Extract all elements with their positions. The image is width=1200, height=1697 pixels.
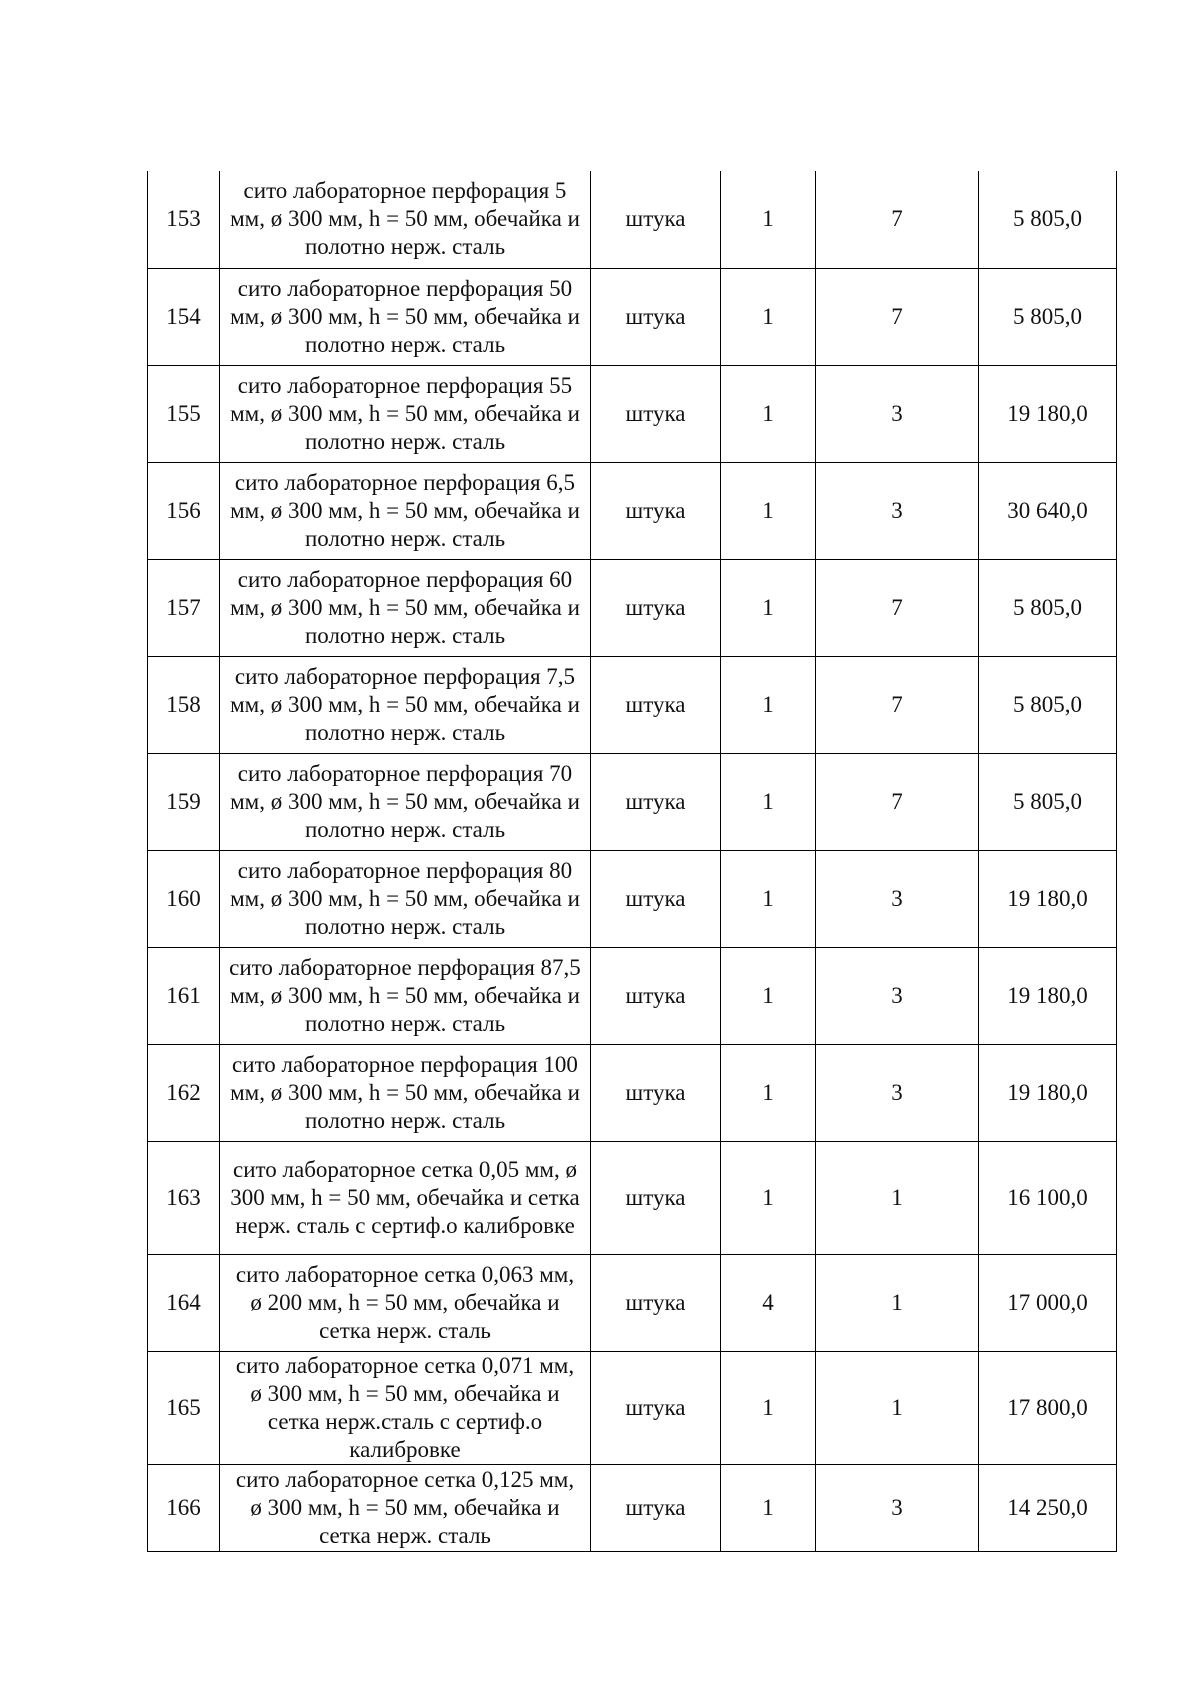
item-quantity: 1 [721,656,816,753]
item-count: 1 [816,1254,979,1351]
items-table-body [148,171,1117,1551]
row-number: 157 [148,559,220,656]
item-unit: штука [591,365,721,462]
item-name: сито лабораторное сетка 0,125 мм, ø 300 мм, h = 50 мм, обечайка и сетка нерж. сталь [220,1464,591,1551]
item-price: 5 805,0 [979,753,1117,850]
item-count: 3 [816,1464,979,1551]
table-row [148,171,1117,268]
table-row [148,850,1117,947]
item-price: 16 100,0 [979,1141,1117,1254]
item-name: сито лабораторное сетка 0,063 мм, ø 200 мм, h = 50 мм, обечайка и сетка нерж. сталь [220,1254,591,1351]
table-row [148,947,1117,1044]
item-name: сито лабораторное перфорация 7,5 мм, ø 300 мм, h = 50 мм, обечайка и полотно нерж. сталь [220,656,591,753]
item-count: 7 [816,753,979,850]
item-unit: штука [591,1044,721,1141]
item-quantity: 1 [721,753,816,850]
row-number: 163 [148,1141,220,1254]
item-name: сито лабораторное сетка 0,071 мм, ø 300 мм, h = 50 мм, обечайка и сетка нерж.сталь с сертиф.о калибровке [220,1351,591,1464]
item-quantity: 1 [721,1351,816,1464]
table-row [148,1351,1117,1464]
item-quantity: 1 [721,268,816,365]
item-price: 19 180,0 [979,850,1117,947]
row-number: 166 [148,1464,220,1551]
table-row [148,656,1117,753]
item-unit: штука [591,171,721,268]
item-count: 3 [816,365,979,462]
item-price: 14 250,0 [979,1464,1117,1551]
item-name: сито лабораторное перфорация 70 мм, ø 300 мм, h = 50 мм, обечайка и полотно нерж. сталь [220,753,591,850]
item-unit: штука [591,753,721,850]
item-price: 5 805,0 [979,268,1117,365]
row-number: 161 [148,947,220,1044]
item-quantity: 1 [721,1044,816,1141]
item-price: 19 180,0 [979,947,1117,1044]
item-quantity: 1 [721,462,816,559]
item-quantity: 1 [721,1141,816,1254]
item-count: 3 [816,462,979,559]
row-number: 158 [148,656,220,753]
row-number: 162 [148,1044,220,1141]
item-price: 5 805,0 [979,559,1117,656]
item-price: 30 640,0 [979,462,1117,559]
table-row [148,462,1117,559]
item-unit: штука [591,1141,721,1254]
item-unit: штука [591,656,721,753]
row-number: 156 [148,462,220,559]
item-name: сито лабораторное перфорация 55 мм, ø 300 мм, h = 50 мм, обечайка и полотно нерж. сталь [220,365,591,462]
item-price: 17 800,0 [979,1351,1117,1464]
item-count: 7 [816,656,979,753]
table-row [148,268,1117,365]
item-quantity: 1 [721,559,816,656]
row-number: 159 [148,753,220,850]
item-quantity: 1 [721,1464,816,1551]
item-count: 3 [816,947,979,1044]
item-count: 3 [816,1044,979,1141]
item-quantity: 1 [721,850,816,947]
item-unit: штука [591,947,721,1044]
item-unit: штука [591,268,721,365]
item-name: сито лабораторное сетка 0,05 мм, ø 300 мм, h = 50 мм, обечайка и сетка нерж. сталь с сертиф.о калибровке [220,1141,591,1254]
item-unit: штука [591,850,721,947]
item-quantity: 1 [721,171,816,268]
table-row [148,1141,1117,1254]
table-row [148,365,1117,462]
item-name: сито лабораторное перфорация 80 мм, ø 300 мм, h = 50 мм, обечайка и полотно нерж. сталь [220,850,591,947]
item-price: 5 805,0 [979,171,1117,268]
item-price: 19 180,0 [979,365,1117,462]
table-row [148,1254,1117,1351]
item-price: 19 180,0 [979,1044,1117,1141]
item-name: сито лабораторное перфорация 87,5 мм, ø 300 мм, h = 50 мм, обечайка и полотно нерж. сталь [220,947,591,1044]
item-unit: штука [591,462,721,559]
item-quantity: 4 [721,1254,816,1351]
item-unit: штука [591,559,721,656]
item-unit: штука [591,1464,721,1551]
item-name: сито лабораторное перфорация 100 мм, ø 300 мм, h = 50 мм, обечайка и полотно нерж. сталь [220,1044,591,1141]
table-row [148,1464,1117,1551]
item-unit: штука [591,1254,721,1351]
item-count: 7 [816,171,979,268]
item-count: 3 [816,850,979,947]
item-count: 7 [816,268,979,365]
item-quantity: 1 [721,365,816,462]
item-name: сито лабораторное перфорация 6,5 мм, ø 300 мм, h = 50 мм, обечайка и полотно нерж. сталь [220,462,591,559]
table-row [148,753,1117,850]
table-row [148,1044,1117,1141]
row-number: 160 [148,850,220,947]
item-count: 1 [816,1351,979,1464]
row-number: 155 [148,365,220,462]
item-name: сито лабораторное перфорация 50 мм, ø 300 мм, h = 50 мм, обечайка и полотно нерж. сталь [220,268,591,365]
item-name: сито лабораторное перфорация 5 мм, ø 300 мм, h = 50 мм, обечайка и полотно нерж. сталь [220,171,591,268]
item-unit: штука [591,1351,721,1464]
row-number: 153 [148,171,220,268]
item-price: 5 805,0 [979,656,1117,753]
item-price: 17 000,0 [979,1254,1117,1351]
row-number: 164 [148,1254,220,1351]
item-count: 7 [816,559,979,656]
row-number: 154 [148,268,220,365]
item-name: сито лабораторное перфорация 60 мм, ø 300 мм, h = 50 мм, обечайка и полотно нерж. сталь [220,559,591,656]
table-row [148,559,1117,656]
item-count: 1 [816,1141,979,1254]
items-table [147,171,1117,1552]
row-number: 165 [148,1351,220,1464]
item-quantity: 1 [721,947,816,1044]
